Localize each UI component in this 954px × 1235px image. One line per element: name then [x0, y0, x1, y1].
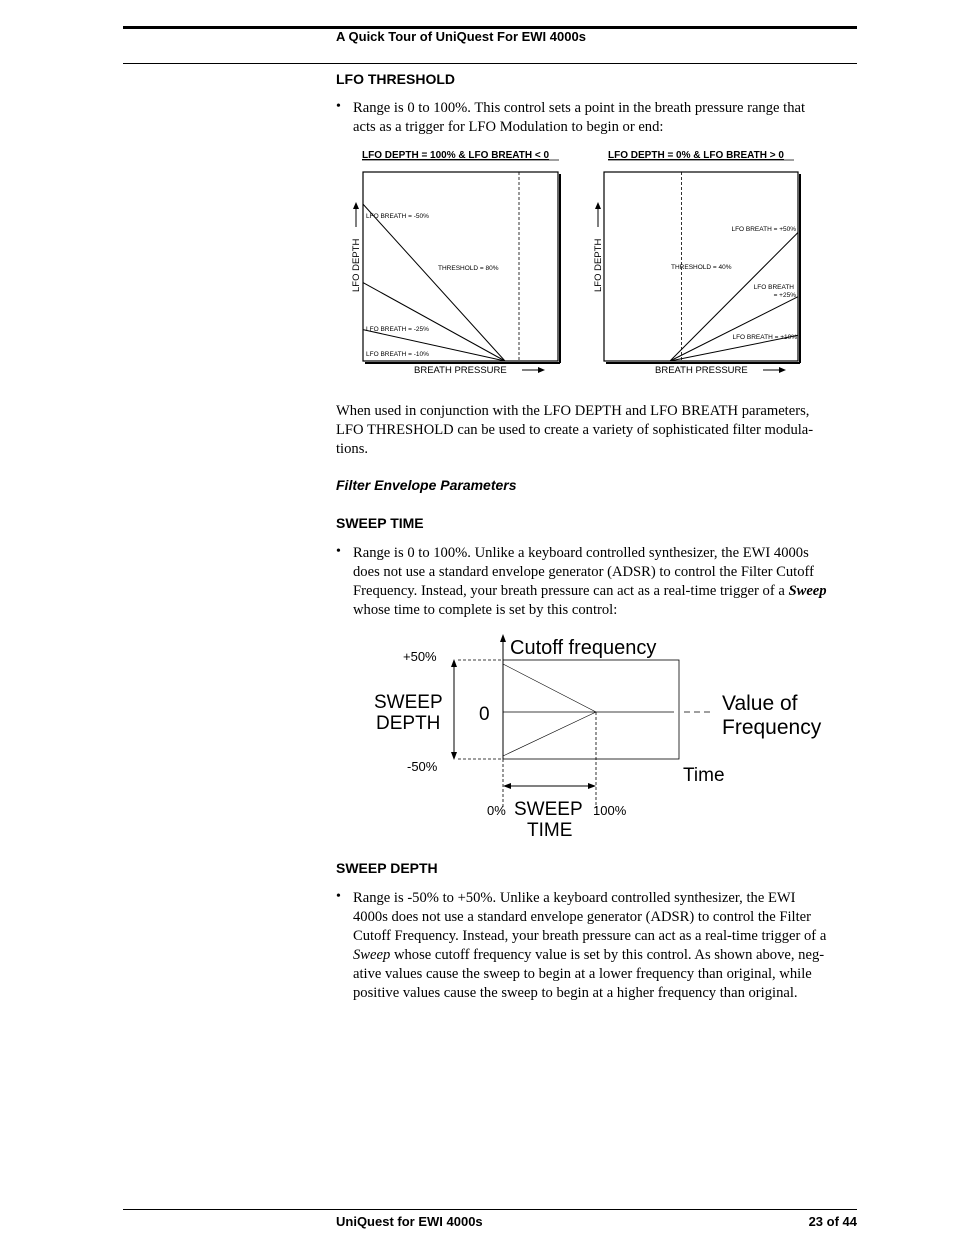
lfo-left-panel — [351, 150, 560, 376]
lfo-threshold-bullet: Range is 0 to 100%. This control sets a point in the breath pressure range that acts as a trigger for LFO Modulation to begin or end: — [353, 100, 806, 135]
sweep-depth-bullet: Range is -50% to +50%. Unlike a keyboard controlled synthesizer, the EWI 4000s does not use a standard envelope generator (ADSR) to control the Filter Cutoff Frequency. Instead, your breath pressure can act as a real-time trigger of a Sweep whose cutoff frequency value is set by this control. As shown above, neg- ative values cause the sweep to begin at a lower frequency than original, while positive values cause the sweep to begin at a higher frequency than original. — [353, 890, 827, 1001]
lfo-right-panel — [593, 150, 800, 376]
sweep-zero-label: 0 — [479, 704, 490, 725]
lfo-left-title: LFO DEPTH = 100% & LFO BREATH < 0 — [362, 150, 550, 161]
sweep-time-start: 0% — [487, 803, 506, 818]
lfo-right-line-label-3: LFO BREATH = +10% — [732, 334, 797, 341]
lfo-right-line-label-2a: LFO BREATH — [753, 284, 794, 291]
heading-sweep-depth: SWEEP DEPTH — [336, 860, 438, 876]
lfo-right-threshold-label: THRESHOLD = 40% — [671, 264, 732, 271]
heading-lfo-threshold: LFO THRESHOLD — [336, 71, 455, 87]
lfo-right-xlabel: BREATH PRESSURE — [655, 365, 748, 376]
footer-title: UniQuest for EWI 4000s — [336, 1214, 483, 1229]
heading-sweep-time: SWEEP TIME — [336, 515, 424, 531]
lfo-left-threshold-label: THRESHOLD = 80% — [438, 265, 499, 272]
sweep-value-label-2: Frequency — [722, 716, 822, 739]
sweep-time-bullet: Range is 0 to 100%. Unlike a keyboard controlled synthesizer, the EWI 4000s does not use a standard envelope generator (ADSR) to control the Filter Cutoff Frequency. Instead, your breath pressure can act as a real-time trigger of a Sweep whose time to complete is set by this control: — [353, 545, 827, 618]
sweep-time-end: 100% — [593, 803, 627, 818]
lfo-left-ylabel: LFO DEPTH — [351, 238, 362, 292]
lfo-threshold-figure — [340, 142, 820, 382]
sweep-time-label-1: SWEEP — [514, 799, 583, 820]
sweep-title: Cutoff frequency — [510, 637, 657, 659]
sweep-value-label-1: Value of — [722, 692, 798, 715]
lfo-right-line-label-2b: = +25% — [773, 292, 796, 299]
page-number: 23 of 44 — [808, 1214, 857, 1229]
sweep-minus-label: -50% — [407, 759, 438, 774]
sweep-depth-label-2: DEPTH — [376, 713, 441, 734]
lfo-right-line-label-1: LFO BREATH = +50% — [731, 226, 796, 233]
bullet-dot: • — [336, 889, 341, 904]
lfo-right-ylabel: LFO DEPTH — [593, 238, 604, 292]
footer-rule — [123, 1209, 857, 1210]
running-header: A Quick Tour of UniQuest For EWI 4000s — [336, 29, 586, 44]
lfo-left-xlabel: BREATH PRESSURE — [414, 365, 507, 376]
bullet-dot: • — [336, 544, 341, 559]
lfo-left-line-label-1: LFO BREATH = -50% — [366, 213, 429, 220]
lfo-left-line-label-2: LFO BREATH = -25% — [366, 326, 429, 333]
heading-filter-envelope: Filter Envelope Parameters — [336, 477, 517, 493]
header-rule-bottom — [123, 63, 857, 64]
sweep-time-label-2: TIME — [527, 820, 573, 841]
lfo-threshold-paragraph: When used in conjunction with the LFO DEPTH and LFO BREATH parameters, LFO THRESHOLD can be used to create a variety of sophisticated filter modula- tions. — [336, 403, 814, 457]
sweep-figure — [360, 628, 860, 848]
lfo-left-line-label-3: LFO BREATH = -10% — [366, 351, 429, 358]
sweep-depth-label-1: SWEEP — [374, 692, 443, 713]
bullet-dot: • — [336, 99, 341, 114]
sweep-time-axis-label: Time — [683, 765, 725, 786]
sweep-plus-label: +50% — [403, 649, 437, 664]
lfo-right-title: LFO DEPTH = 0% & LFO BREATH > 0 — [608, 150, 784, 161]
